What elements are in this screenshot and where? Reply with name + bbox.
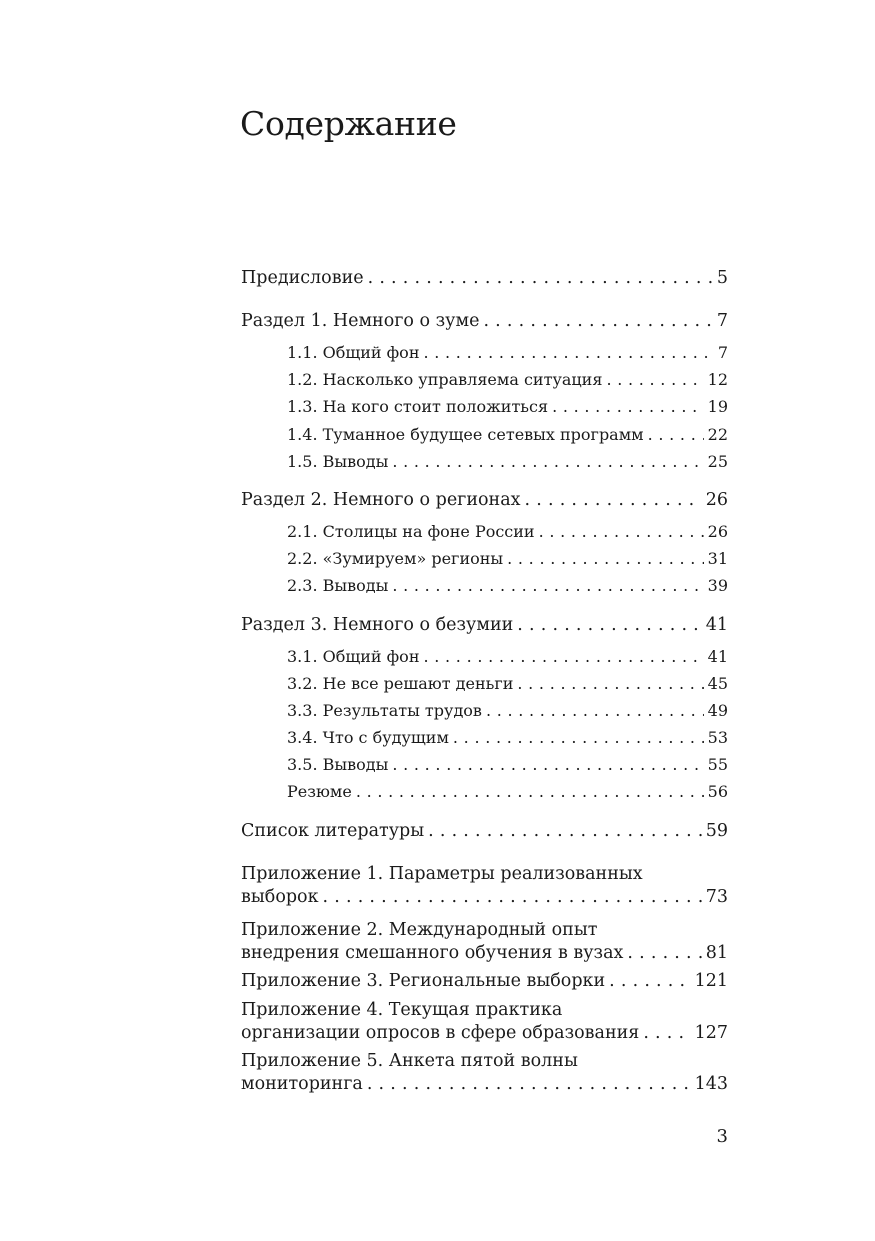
leader-dots (428, 820, 702, 843)
leader-dots (486, 699, 704, 722)
toc-page-number: 5 (716, 268, 728, 288)
toc-entry-label: организации опросов в сфере образования (241, 1023, 640, 1043)
page-number: 3 (716, 1126, 728, 1147)
leader-dots (453, 726, 704, 749)
toc-entry-3-2[interactable] (287, 672, 728, 695)
leader-dots (552, 395, 704, 418)
leader-dots (367, 1073, 691, 1096)
toc-entry-section-1[interactable] (241, 310, 728, 333)
toc-entry-label: 2.3. Выводы (287, 576, 389, 595)
toc-entry-appendix-4-line1[interactable]: Приложение 4. Текущая практика (241, 1000, 563, 1020)
leader-dots (423, 341, 713, 364)
toc-entry-3-5[interactable] (287, 753, 728, 776)
toc-entry-2-2[interactable] (287, 547, 728, 570)
leader-dots (539, 520, 704, 543)
toc-page-number: 7 (716, 311, 728, 331)
leader-dots (648, 423, 704, 446)
toc-entry-appendix-1-line1[interactable]: Приложение 1. Параметры реализованных (241, 864, 643, 884)
toc-entry-1-4[interactable] (287, 423, 728, 446)
toc-page-number: 19 (707, 397, 728, 416)
toc-entry-1-1[interactable] (287, 341, 728, 364)
leader-dots (507, 547, 704, 570)
toc-entry-section-3[interactable] (241, 614, 728, 637)
toc-entry-3-4[interactable] (287, 726, 728, 749)
toc-page-number: 53 (707, 728, 728, 747)
toc-entry-label: 1.5. Выводы (287, 452, 389, 471)
leader-dots (609, 970, 690, 993)
leader-dots (525, 489, 702, 512)
toc-page-number: 49 (707, 701, 728, 720)
toc-entry-appendix-1[interactable] (241, 886, 728, 909)
toc-entry-appendix-2-line1[interactable]: Приложение 2. Международный опыт (241, 920, 598, 940)
toc-entry-label: внедрения смешанного обучения в вузах (241, 943, 624, 963)
toc-entry-label: 1.2. Насколько управляема ситуация (287, 370, 603, 389)
page-title: Содержание (240, 104, 457, 143)
toc-entry-label: 2.2. «Зумируем» регионы (287, 549, 504, 568)
leader-dots (517, 672, 703, 695)
toc-page-number: 73 (705, 887, 728, 907)
toc-page-number: 45 (707, 674, 728, 693)
toc-entry-label: мониторинга (241, 1074, 363, 1094)
toc-entry-3-3[interactable] (287, 699, 728, 722)
toc-entry-label: 3.4. Что с будущим (287, 728, 449, 747)
toc-entry-2-3[interactable] (287, 574, 728, 597)
toc-entry-label: 3.3. Результаты трудов (287, 701, 482, 720)
toc-page-number: 31 (707, 549, 728, 568)
toc-entry-label: Приложение 3. Региональные выборки (241, 971, 606, 991)
toc-entry-1-3[interactable] (287, 395, 728, 418)
toc-entry-appendix-4[interactable] (241, 1022, 728, 1045)
toc-entry-label: 2.1. Столицы на фоне России (287, 522, 535, 541)
leader-dots (483, 310, 712, 333)
leader-dots (627, 942, 701, 965)
toc-entry-1-2[interactable] (287, 368, 728, 391)
toc-entry-label: выборок (241, 887, 319, 907)
leader-dots (368, 267, 713, 290)
toc-page-number: 55 (707, 755, 728, 774)
toc-page-number: 22 (707, 425, 728, 444)
toc-entry-label: 1.4. Туманное будущее сетевых программ (287, 425, 644, 444)
toc-entry-1-5[interactable] (287, 450, 728, 473)
toc-page-number: 127 (694, 1023, 728, 1043)
toc-page-number: 41 (707, 647, 728, 666)
toc-page-number: 39 (707, 576, 728, 595)
toc-entry-label: Раздел 3. Немного о безумии (241, 615, 514, 635)
leader-dots (517, 614, 701, 637)
toc-page-number: 41 (705, 615, 728, 635)
toc-entry-label: Резюме (287, 782, 352, 801)
toc-entry-label: 1.1. Общий фон (287, 343, 420, 362)
toc-entry-appendix-3[interactable] (241, 970, 728, 993)
leader-dots (323, 886, 702, 909)
toc-entry-appendix-2[interactable] (241, 942, 728, 965)
toc-page-number: 12 (707, 370, 728, 389)
toc-page-number: 25 (707, 452, 728, 471)
toc-entry-label: 3.5. Выводы (287, 755, 389, 774)
toc-page-number: 81 (705, 943, 728, 963)
toc-entry-3-1[interactable] (287, 645, 728, 668)
toc-entry-label: 1.3. На кого стоит положиться (287, 397, 549, 416)
toc-entry-label: Предисловие (241, 268, 364, 288)
toc-entry-appendix-5-line1[interactable]: Приложение 5. Анкета пятой волны (241, 1051, 578, 1071)
toc-page-number: 56 (707, 782, 728, 801)
toc-entry-label: 3.2. Не все решают деньги (287, 674, 514, 693)
toc-entry-label: 3.1. Общий фон (287, 647, 420, 666)
leader-dots (643, 1022, 690, 1045)
toc-page-number: 26 (707, 522, 728, 541)
toc-entry-preface[interactable] (241, 267, 728, 290)
toc-page-number: 7 (717, 343, 728, 362)
toc-entry-summary[interactable] (287, 780, 728, 803)
toc-entry-appendix-5[interactable] (241, 1073, 728, 1096)
toc-page-number: 143 (694, 1074, 728, 1094)
leader-dots (392, 450, 703, 473)
toc-page-number: 59 (705, 821, 728, 841)
leader-dots (356, 780, 704, 803)
leader-dots (606, 368, 703, 391)
toc-entry-label: Раздел 1. Немного о зуме (241, 311, 480, 331)
toc-entry-label: Раздел 2. Немного о регионах (241, 490, 521, 510)
toc-page-number: 121 (694, 971, 728, 991)
toc-page-number: 26 (705, 490, 728, 510)
toc-entry-label: Список литературы (241, 821, 425, 841)
toc-entry-2-1[interactable] (287, 520, 728, 543)
toc-entry-section-2[interactable] (241, 489, 728, 512)
leader-dots (392, 753, 703, 776)
toc-entry-bibliography[interactable] (241, 820, 728, 843)
leader-dots (423, 645, 703, 668)
leader-dots (392, 574, 703, 597)
